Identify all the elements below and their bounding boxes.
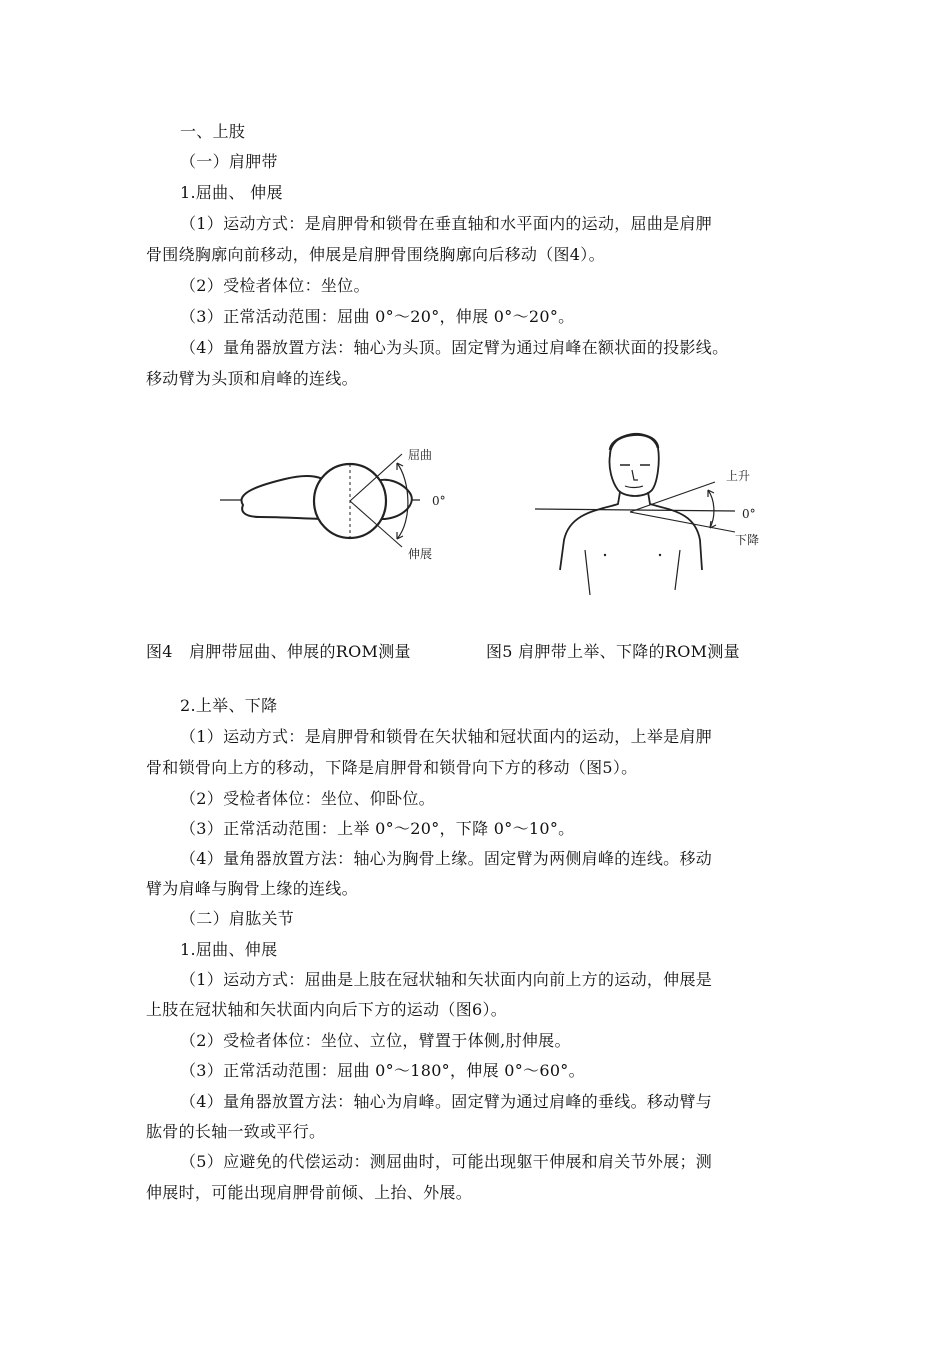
figure-4-caption: 图4 肩胛带屈曲、伸展的ROM测量 — [146, 642, 411, 661]
paragraph-line: （4）量角器放置方法：轴心为胸骨上缘。固定臂为两侧肩峰的连线。移动 — [180, 849, 713, 868]
paragraph-line: （1）运动方式：是肩胛骨和锁骨在矢状轴和冠状面内的运动，上举是肩胛 — [180, 727, 713, 746]
paragraph-line: （2）受检者体位：坐位、仰卧位。 — [180, 789, 435, 808]
paragraph-line: （3）正常活动范围：屈曲 0°～20°，伸展 0°～20°。 — [180, 307, 575, 326]
subsection-heading: （一）肩胛带 — [180, 152, 278, 171]
figure-5-illustration — [530, 420, 780, 605]
paragraph-line: （2）受检者体位：坐位、立位，臂置于体侧,肘伸展。 — [180, 1031, 571, 1050]
label-zero-degree: 0° — [432, 494, 446, 508]
paragraph-line: （3）正常活动范围：上举 0°～20°，下降 0°～10°。 — [180, 819, 575, 838]
paragraph-line: （5）应避免的代偿运动：测屈曲时，可能出现躯干伸展和肩关节外展；测 — [180, 1152, 713, 1171]
section-heading: 一、上肢 — [180, 122, 246, 141]
paragraph-line: 骨围绕胸廓向前移动，伸展是肩胛骨围绕胸廓向后移动（图4）。 — [146, 245, 605, 264]
item-title: 2.上举、下降 — [180, 696, 278, 715]
label-zero-degree: 0° — [742, 507, 756, 521]
paragraph-line: （4）量角器放置方法：轴心为头顶。固定臂为通过肩峰在额状面的投影线。 — [180, 338, 729, 357]
paragraph-line: （1）运动方式：是肩胛骨和锁骨在垂直轴和水平面内的运动，屈曲是肩胛 — [180, 214, 713, 233]
figure-4-illustration — [215, 435, 465, 595]
label-depression: 下降 — [735, 533, 760, 547]
paragraph-line: 肱骨的长轴一致或平行。 — [146, 1122, 326, 1141]
item-title: 1.屈曲、伸展 — [180, 940, 278, 959]
label-flexion: 屈曲 — [408, 448, 433, 462]
paragraph-line: 骨和锁骨向上方的移动，下降是肩胛骨和锁骨向下方的移动（图5）。 — [146, 758, 638, 777]
paragraph-line: 伸展时，可能出现肩胛骨前倾、上抬、外展。 — [146, 1183, 473, 1202]
paragraph-line: （3）正常活动范围：屈曲 0°～180°，伸展 0°～60°。 — [180, 1061, 585, 1080]
label-extension: 伸展 — [408, 547, 433, 561]
paragraph-line: 臂为肩峰与胸骨上缘的连线。 — [146, 879, 358, 898]
figure-5-caption: 图5 肩胛带上举、下降的ROM测量 — [486, 642, 740, 661]
label-elevation: 上升 — [726, 469, 751, 483]
paragraph-line: 上肢在冠状轴和矢状面内向后下方的运动（图6）。 — [146, 1000, 508, 1019]
paragraph-line: （1）运动方式：屈曲是上肢在冠状轴和矢状面内向前上方的运动，伸展是 — [180, 970, 713, 989]
paragraph-line: 移动臂为头顶和肩峰的连线。 — [146, 369, 358, 388]
subsection-heading: （二）肩肱关节 — [180, 909, 295, 928]
paragraph-line: （4）量角器放置方法：轴心为肩峰。固定臂为通过肩峰的垂线。移动臂与 — [180, 1092, 713, 1111]
item-title: 1.屈曲、 伸展 — [180, 183, 283, 202]
paragraph-line: （2）受检者体位：坐位。 — [180, 276, 370, 295]
